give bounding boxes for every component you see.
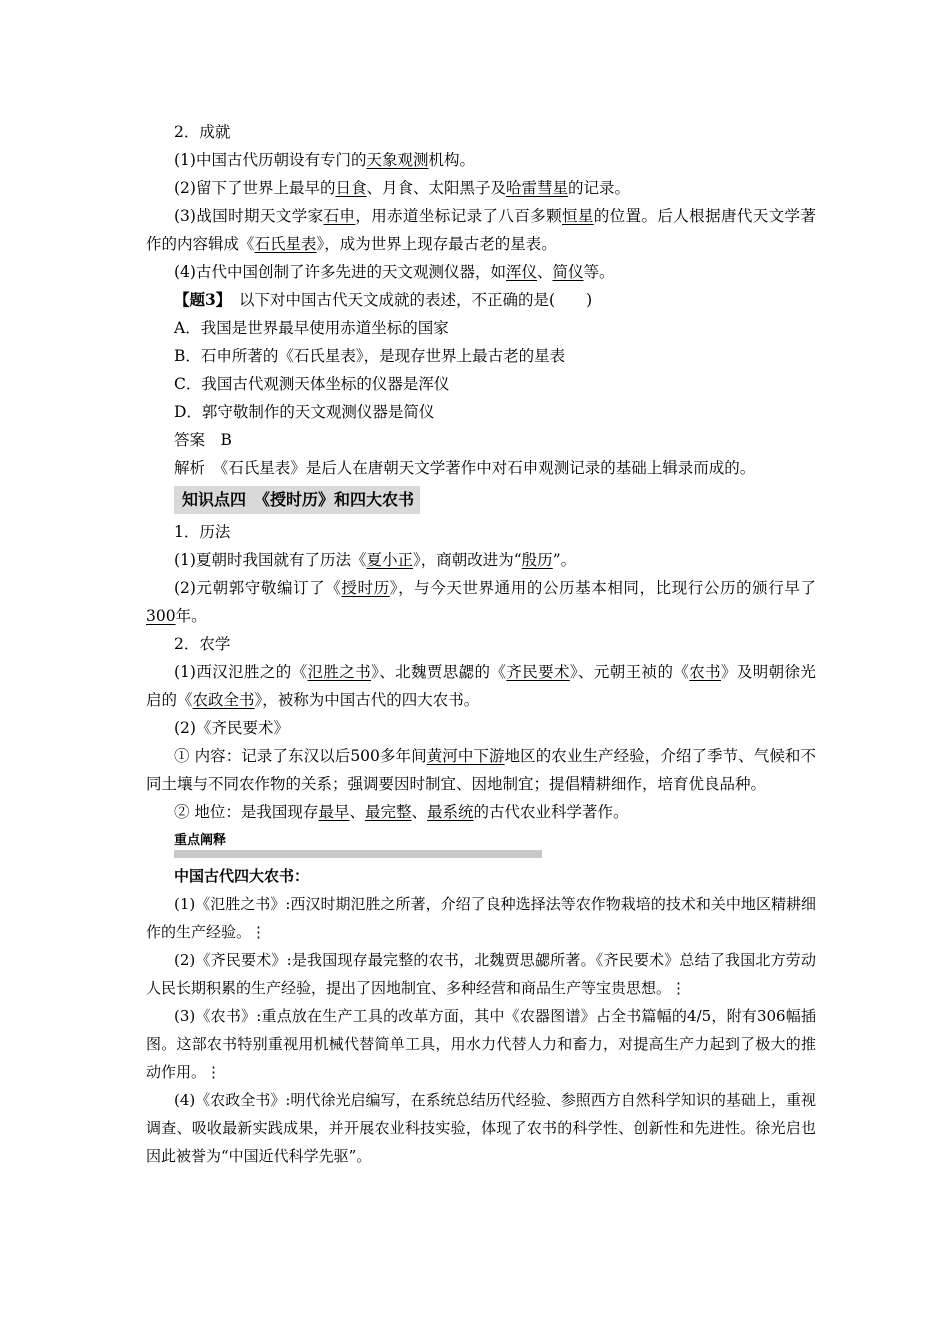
achievement-1: (1)中国古代历朝设有专门的天象观测机构。 (174, 151, 475, 169)
answer-blank: 黄河中下游 (426, 747, 505, 765)
answer-blank: 浑仪 (505, 263, 537, 281)
agriculture-2: (2)《齐民要术》 (174, 719, 289, 737)
agriculture-status: ② 地位：是我国现存最早、最完整、最系统的古代农业科学著作。 (174, 803, 629, 821)
answer-blank: 石申 (323, 207, 356, 225)
agriculture-title: 2．农学 (174, 635, 231, 653)
answer-blank: 300 (146, 607, 176, 625)
question-analysis: 解析 《石氏星表》是后人在唐朝天文学著作中对石申观测记录的基础上辑录而成的。 (174, 459, 756, 477)
answer-blank: 最系统 (427, 803, 474, 821)
focus-item-4: (4)《农政全书》:明代徐光启编写，在系统总结历代经验、参照西方自然科学知识的基础上，重视调查、吸收最新实践成果，并开展农业科技实验，体现了农书的科学性、创新性和先进性。徐光启也因此被誉为“中国近代科学先驱”。 (146, 1091, 816, 1165)
answer-blank: 最完整 (364, 803, 412, 821)
answer-blank: 殷历 (521, 551, 553, 569)
achievement-2: (2)留下了世界上最早的日食、月食、太阳黑子及哈雷彗星的记录。 (174, 179, 631, 197)
question-option-d: D．郭守敬制作的天文观测仪器是简仪 (174, 403, 435, 421)
focus-item-3: (3)《农书》:重点放在生产工具的改革方面，其中《农器图谱》占全书篇幅的4/5，附有306幅插图。这部农书特别重视用机械代替简单工具，用水力代替人力和畜力，对提高生产力起到了极大的推动作用。⋮ (146, 1007, 816, 1081)
question-label: 【题3】 (174, 290, 224, 309)
calendar-1: (1)夏朝时我国就有了历法《夏小正》，商朝改进为“殷历”。 (174, 551, 577, 569)
focus-item-1: (1)《氾胜之书》:西汉时期氾胜之所著，介绍了良种选择法等农作物栽培的技术和关中地区精耕细作的生产经验。⋮ (146, 895, 816, 941)
answer-blank: 天象观测 (366, 151, 429, 169)
focus-item-2: (2)《齐民要术》:是我国现存最完整的农书，北魏贾思勰所著。《齐民要术》总结了我国北方劳动人民长期积累的生产经验，提出了因地制宜、多种经营和商品生产等宝贵思想。⋮ (146, 951, 816, 997)
agriculture-content: ① 内容：记录了东汉以后500多年间黄河中下游地区的农业生产经验，介绍了季节、气候和不同土壤与不同农作物的关系；强调要因时制宜、因地制宜；提倡精耕细作，培育优良品种。 (146, 747, 816, 793)
focus-divider (174, 850, 542, 858)
achievement-3: (3)战国时期天文学家石申，用赤道坐标记录了八百多颗恒星的位置。后人根据唐代天文学著作的内容辑成《石氏星表》，成为世界上现存最古老的星表。 (146, 207, 816, 253)
focus-title: 中国古代四大农书： (174, 867, 310, 885)
answer-blank: 夏小正 (366, 551, 413, 569)
section-title-achievements: 2．成就 (174, 123, 231, 141)
answer-blank: 日食 (335, 179, 367, 197)
question-answer: 答案 B (174, 431, 232, 449)
answer-blank: 氾胜之书 (307, 663, 372, 681)
answer-blank: 简仪 (552, 263, 584, 281)
question-option-b: B．石申所著的《石氏星表》，是现存世界上最古老的星表 (174, 347, 566, 365)
calendar-2: (2)元朝郭守敬编订了《授时历》，与今天世界通用的公历基本相同，比现行公历的颁行早了300年。 (146, 579, 816, 625)
answer-blank: 石氏星表 (254, 235, 317, 253)
question-3-stem: 【题3】 以下对中国古代天文成就的表述，不正确的是( ) (174, 290, 593, 309)
answer-blank: 农政全书 (192, 691, 255, 709)
answer-blank: 齐民要术 (506, 663, 570, 681)
achievement-4: (4)古代中国创制了许多先进的天文观测仪器，如浑仪、简仪等。 (174, 263, 615, 281)
knowledge-point-heading: 知识点四 《授时历》和四大农书 (174, 486, 420, 514)
question-option-a: A．我国是世界最早使用赤道坐标的国家 (174, 319, 449, 337)
agriculture-1: (1)西汉氾胜之的《氾胜之书》、北魏贾思勰的《齐民要术》、元朝王祯的《农书》及明朝徐光启的《农政全书》，被称为中国古代的四大农书。 (146, 663, 816, 709)
answer-blank: 最早 (318, 803, 350, 821)
answer-blank: 哈雷彗星 (506, 179, 569, 197)
answer-blank: 农书 (689, 663, 721, 681)
question-option-c: C．我国古代观测天体坐标的仪器是浑仪 (174, 375, 450, 393)
answer-blank: 恒星 (562, 207, 594, 225)
document-page (146, 118, 816, 1170)
answer-blank: 授时历 (341, 579, 390, 597)
calendar-title: 1．历法 (174, 523, 231, 541)
focus-label: 重点阐释 (174, 833, 227, 848)
